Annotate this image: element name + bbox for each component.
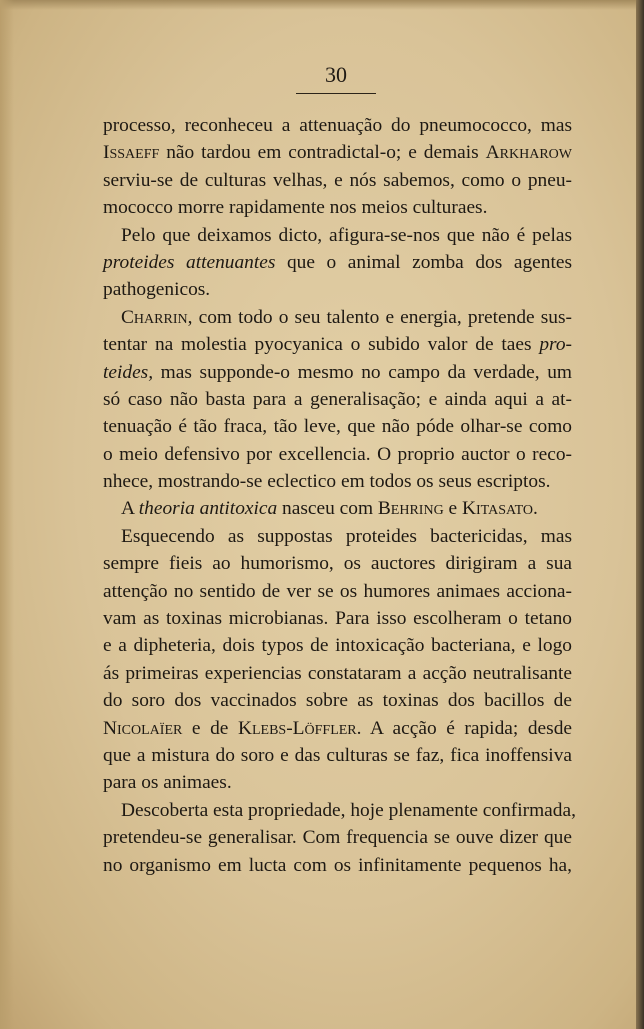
text-line [103, 578, 572, 605]
text-run: no organismo em lucta com os infinitamente pequenos ha, [103, 854, 572, 876]
text-run: pretendeu-se generalisar. Com frequencia se ouve dizer que [103, 827, 572, 849]
book-spine-edge [636, 0, 644, 1029]
text-line [103, 687, 572, 714]
text-run: vam as toxinas microbianas. Para isso escolheram o tetano [103, 608, 572, 630]
text-line [103, 249, 572, 276]
text-line [103, 441, 572, 468]
text-run: processo, reconheceu a attenuação do pneumococco, mas [103, 115, 572, 136]
text-run: Descoberta esta propriedade, hoje plenamente confirmada, [121, 799, 576, 821]
page-top-shadow [0, 0, 636, 10]
text-run: attenção no sentido de ver se os humores animaes acciona- [103, 580, 572, 602]
text-line [103, 769, 572, 796]
text-run: do soro dos vaccinados sobre as toxinas dos bacillos de [103, 690, 572, 712]
text-line [103, 468, 572, 495]
text-run: pathogenicos. [103, 279, 211, 301]
author-name: Kitasato [462, 498, 533, 520]
text-line [103, 331, 572, 358]
text-run: sempre fieis ao humorismo, os auctores dirigiram a sua [103, 553, 572, 575]
text-run: ás primeiras experiencias constataram a acção neutralisante [103, 662, 572, 684]
author-name: Nicolaïer [103, 717, 183, 739]
text-line [103, 167, 572, 194]
text-run: Esquecendo as suppostas proteides bactericidas, mas [121, 525, 572, 547]
text-run: só caso não basta para a generalisação; e ainda aqui a at- [103, 388, 572, 410]
text-line [103, 632, 572, 659]
author-name: Arkharow [485, 142, 572, 164]
italic-term: proteides attenuantes [103, 251, 276, 273]
text-run: tentar na molestia pyocyanica o subido valor de taes [103, 334, 540, 356]
italic-term: theoria antitoxica [138, 498, 278, 520]
text-run: mas supponde-o mesmo no campo da verdade, um [153, 361, 572, 383]
text-run: que o animal zomba dos agentes [275, 251, 572, 273]
text-line [103, 413, 572, 440]
italic-term: pro- [539, 334, 572, 356]
text-line [103, 194, 572, 221]
text-run: e a dipheteria, dois typos de intoxicação bacteriana, e logo [103, 635, 572, 657]
body-text [103, 112, 576, 879]
text-line [103, 276, 572, 303]
text-run: e [443, 498, 463, 520]
text-run: para os animaes. [103, 772, 232, 794]
text-line [103, 523, 572, 550]
text-line [103, 359, 572, 386]
text-run: não tardou em contradictal-o; e demais [159, 142, 486, 164]
text-line [103, 715, 572, 742]
page-number: 30 [325, 62, 347, 87]
author-name: Behring [377, 498, 444, 520]
text-line [103, 304, 572, 331]
text-run: mococco morre rapidamente nos meios culturaes. [103, 197, 488, 219]
text-line [103, 222, 572, 249]
author-name: Issaeff [103, 142, 160, 164]
text-line [103, 112, 572, 139]
author-name: Charrin [121, 306, 188, 328]
italic-term: teides, [103, 361, 154, 383]
text-run: o meio defensivo por excellencia. O proprio auctor o reco- [103, 443, 572, 465]
text-line [103, 824, 572, 851]
text-line [103, 605, 572, 632]
text-run: , com todo o seu talento e energia, pretende sus- [187, 306, 572, 328]
author-name: Klebs-Löffler [237, 717, 357, 739]
text-run: serviu-se de culturas velhas, e nós sabemos, como o pneu- [103, 169, 572, 191]
text-line [103, 742, 572, 769]
page-number-rule [296, 93, 376, 94]
page-left-shadow [0, 0, 14, 1029]
text-line [103, 660, 572, 687]
text-run: e de [182, 717, 238, 739]
text-line [103, 852, 572, 879]
text-line [103, 495, 572, 522]
text-run: A [121, 498, 139, 520]
text-line [103, 797, 576, 824]
text-line [103, 386, 572, 413]
text-run: . A acção é rapida; desde [356, 717, 572, 739]
text-line [103, 550, 572, 577]
text-run: Pelo que deixamos dicto, afigura-se-nos que não é pelas [121, 224, 572, 246]
text-run: . [532, 498, 538, 520]
text-run: que a mistura do soro e das culturas se faz, fica inoffensiva [103, 744, 572, 766]
text-line [103, 139, 572, 166]
text-run: nhece, mostrando-se eclectico em todos os seus escriptos. [103, 471, 551, 493]
text-run: nasceu com [277, 498, 378, 520]
text-run: tenuação é tão fraca, tão leve, que não póde olhar-se como [103, 416, 572, 438]
